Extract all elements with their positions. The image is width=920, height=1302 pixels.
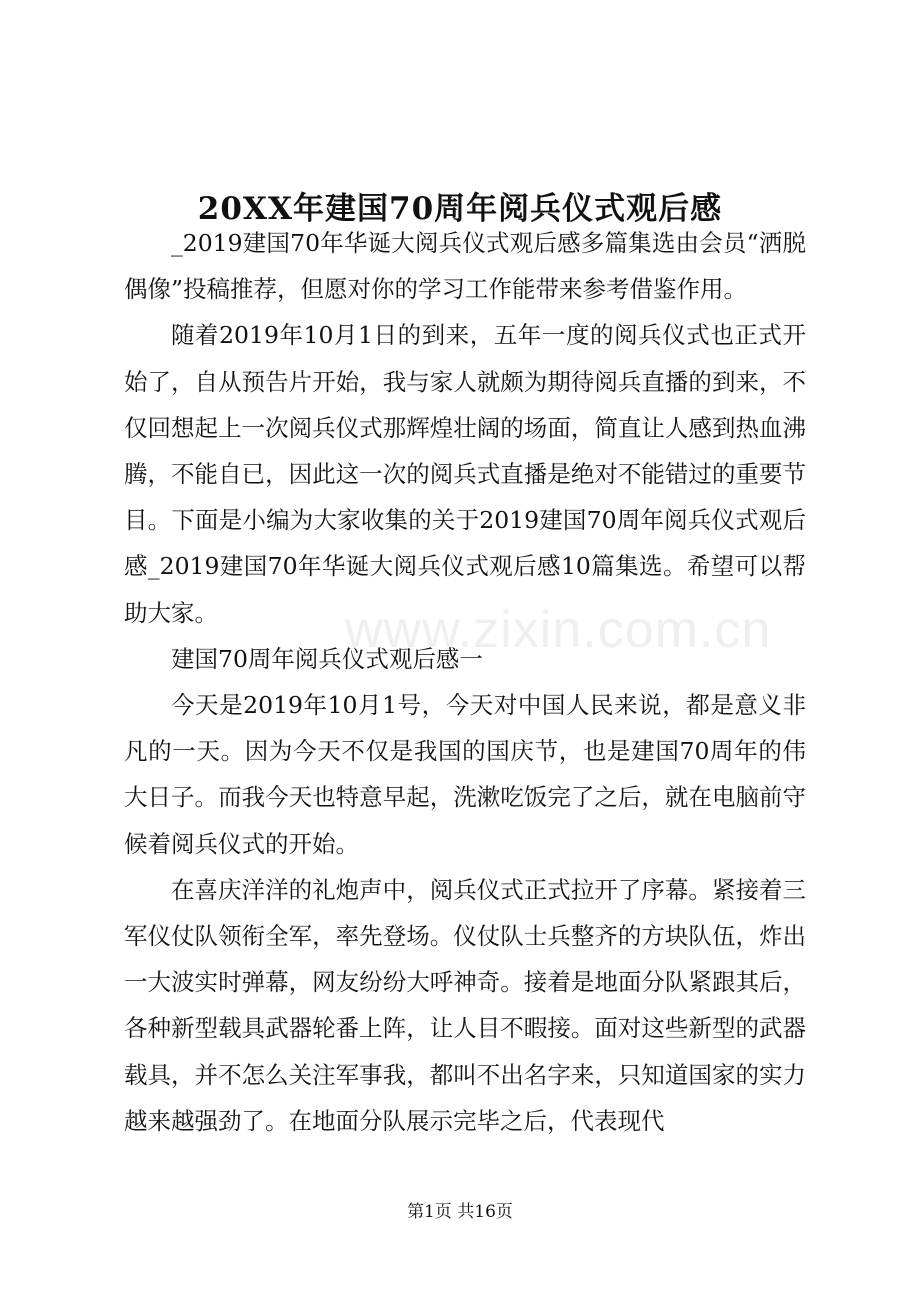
intro-paragraph: _2019建国70年华诞大阅兵仪式观后感多篇集选由会员“洒脱偶像”投稿推荐，但愿对你的学习工作能带来参考借鉴作用。: [124, 229, 806, 304]
section-heading: 建国70周年阅兵仪式观后感一: [171, 644, 483, 673]
body-paragraph: 今天是2019年10月1号，今天对中国人民来说，都是意义非凡的一天。因为今天不仅是我国的国庆节，也是建国70周年的伟大日子。而我今天也特意早起，洗漱吃饭完了之后，就在电脑前守候着阅兵仪式的开始。: [124, 691, 806, 858]
body-paragraph: 随着2019年10月1日的到来，五年一度的阅兵仪式也正式开始了，自从预告片开始，我与家人就颇为期待阅兵直播的到来，不仅回想起上一次阅兵仪式那辉煌壮阔的场面，简直让人感到热血沸腾，不能自已，因此这一次的阅兵式直播是绝对不能错过的重要节目。下面是小编为大家收集的关于2019建国70周年阅兵仪式观后感_2019建国70年华诞大阅兵仪式观后感10篇集选。希望可以帮助大家。: [124, 321, 806, 627]
page-footer: 第1页 共16页: [407, 1202, 513, 1222]
watermark: www.zixin.com.cn: [345, 601, 772, 659]
document-title: 20XX年建国70周年阅兵仪式观后感: [197, 190, 723, 227]
document-body: [124, 220, 806, 1144]
body-paragraph: 在喜庆洋洋的礼炮声中，阅兵仪式正式拉开了序幕。紧接着三军仪仗队领衔全军，率先登场。仪仗队士兵整齐的方块队伍，炸出一大波实时弹幕，网友纷纷大呼神奇。接着是地面分队紧跟其后，各种新型载具武器轮番上阵，让人目不暇接。面对这些新型的武器载具，并不怎么关注军事我，都叫不出名字来，只知道国家的实力越来越强劲了。在地面分队展示完毕之后，代表现代: [124, 875, 806, 1135]
